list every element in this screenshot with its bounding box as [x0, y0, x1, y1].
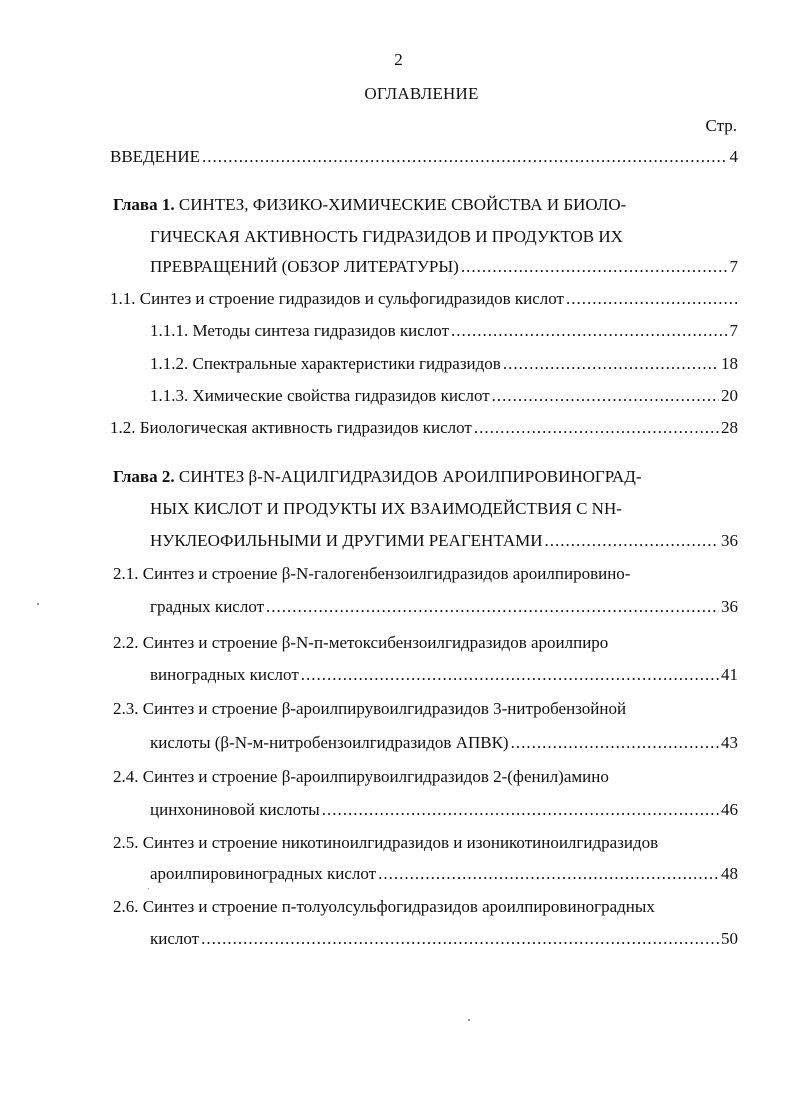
chapter-1-title-part-1: СИНТЕЗ, ФИЗИКО-ХИМИЧЕСКИЕ СВОЙСТВА И БИОЛО- — [178, 195, 627, 214]
toc-entry-2-5-line-1: 2.5. Синтез и строение никотиноилгидразидов и изоникотиноилгидразидов — [113, 833, 659, 852]
toc-entry-page: 46 — [721, 800, 738, 819]
chapter-1-heading-line-1 — [113, 194, 626, 216]
scan-speck — [37, 603, 39, 605]
dot-leader — [511, 732, 719, 754]
toc-entry-1-1 — [110, 288, 740, 312]
toc-entry-2-1 — [150, 596, 738, 620]
chapter-2-prefix: Глава 2. — [113, 467, 175, 486]
toc-entry-page: 28 — [721, 418, 738, 437]
toc-entry-text: ПРЕВРАЩЕНИЙ (ОБЗОР ЛИТЕРАТУРЫ) — [150, 257, 459, 276]
toc-entry-page: 41 — [721, 665, 738, 684]
toc-entry-text: кислоты (β-N-м-нитробензоилгидразидов АПВК) — [150, 733, 509, 752]
toc-entry-2-2-line-1: 2.2. Синтез и строение β-N-п-метоксибензоилгидразидов ароилпиро — [113, 633, 609, 652]
dot-leader — [202, 146, 728, 168]
toc-entry-text: ВВЕДЕНИЕ — [110, 147, 200, 166]
document-title: ОГЛАВЛЕНИЕ — [364, 84, 479, 103]
chapter-2-heading-line-1 — [113, 466, 642, 488]
toc-entry-1-1-2 — [150, 353, 738, 377]
toc-entry-text: 1.1.3. Химические свойства гидразидов кислот — [150, 386, 490, 405]
chapter-2-heading-line-2: НЫХ КИСЛОТ И ПРОДУКТЫ ИХ ВЗАИМОДЕЙСТВИЯ С NH- — [150, 499, 622, 518]
toc-entry-text: 1.1.2. Спектральные характеристики гидразидов — [150, 354, 501, 373]
toc-entry-text: НУКЛЕОФИЛЬНЫМИ И ДРУГИМИ РЕАГЕНТАМИ — [150, 531, 543, 550]
toc-entry-page: 43 — [721, 733, 738, 752]
toc-entry-2-3 — [150, 732, 738, 756]
dot-leader — [503, 353, 719, 375]
toc-entry-page: 36 — [721, 531, 738, 550]
dot-leader — [474, 417, 719, 439]
toc-entry-2-6-line-1: 2.6. Синтез и строение п-толуолсульфогидразидов ароилпировиноградных — [113, 897, 655, 916]
toc-entry-1-1-3 — [150, 385, 738, 409]
dot-leader — [545, 530, 719, 552]
toc-entry-page: 7 — [729, 321, 738, 340]
dot-leader — [301, 664, 719, 686]
toc-entry-intro — [110, 146, 738, 170]
chapter-2-heading-line-3 — [150, 530, 738, 554]
dot-leader — [201, 928, 719, 950]
dot-leader — [492, 385, 719, 407]
toc-entry-2-4-line-1: 2.4. Синтез и строение β-ароилпирувоилгидразидов 2-(фенил)амино — [113, 767, 609, 786]
page-number: 2 — [394, 50, 403, 69]
chapter-1-prefix: Глава 1. — [113, 195, 175, 214]
chapter-1-heading-line-2: ГИЧЕСКАЯ АКТИВНОСТЬ ГИДРАЗИДОВ И ПРОДУКТОВ ИХ — [150, 227, 623, 246]
toc-entry-page: 50 — [721, 929, 738, 948]
scan-speck — [148, 888, 149, 889]
toc-entry-page: 4 — [729, 147, 738, 166]
dot-leader — [451, 320, 727, 342]
toc-entry-2-2 — [150, 664, 738, 688]
toc-entry-page: 48 — [721, 864, 738, 883]
toc-entry-2-5 — [150, 863, 738, 887]
toc-entry-2-3-line-1: 2.3. Синтез и строение β-ароилпирувоилгидразидов 3-нитробензойной — [113, 699, 627, 718]
dot-leader — [461, 256, 728, 278]
pages-column-label: Стр. — [705, 116, 737, 135]
dot-leader — [378, 863, 719, 885]
toc-entry-text: 1.1.1. Методы синтеза гидразидов кислот — [150, 321, 450, 340]
toc-entry-page: 18 — [721, 354, 738, 373]
toc-entry-page: 7 — [729, 257, 738, 276]
toc-entry-text: 1.1. Синтез и строение гидразидов и сульфогидразидов кислот — [110, 289, 564, 308]
toc-entry-text: ароилпировиноградных кислот — [150, 864, 377, 883]
dot-leader — [322, 799, 719, 821]
dot-leader — [266, 596, 719, 618]
toc-entry-1-1-1 — [150, 320, 738, 344]
toc-entry-2-4 — [150, 799, 738, 823]
chapter-2-title-part-1: СИНТЕЗ β-N-АЦИЛГИДРАЗИДОВ АРОИЛПИРОВИНОГРАД- — [178, 467, 642, 486]
toc-entry-text: градных кислот — [150, 597, 265, 616]
toc-entry-2-1-line-1: 2.1. Синтез и строение β-N-галогенбензоилгидразидов ароилпировино- — [113, 564, 631, 583]
scan-speck — [468, 1019, 470, 1021]
toc-entry-text: цинхониновой кислоты — [150, 800, 320, 819]
dot-leader — [566, 288, 738, 310]
toc-entry-text: 1.2. Биологическая активность гидразидов кислот — [110, 418, 472, 437]
toc-entry-text: виноградных кислот — [150, 665, 299, 684]
chapter-1-heading-line-3 — [150, 256, 738, 280]
toc-entry-text: кислот — [150, 929, 200, 948]
toc-entry-page: 20 — [721, 386, 738, 405]
toc-entry-page: 36 — [721, 597, 738, 616]
toc-entry-2-6 — [150, 928, 738, 952]
toc-entry-1-2 — [110, 417, 738, 441]
